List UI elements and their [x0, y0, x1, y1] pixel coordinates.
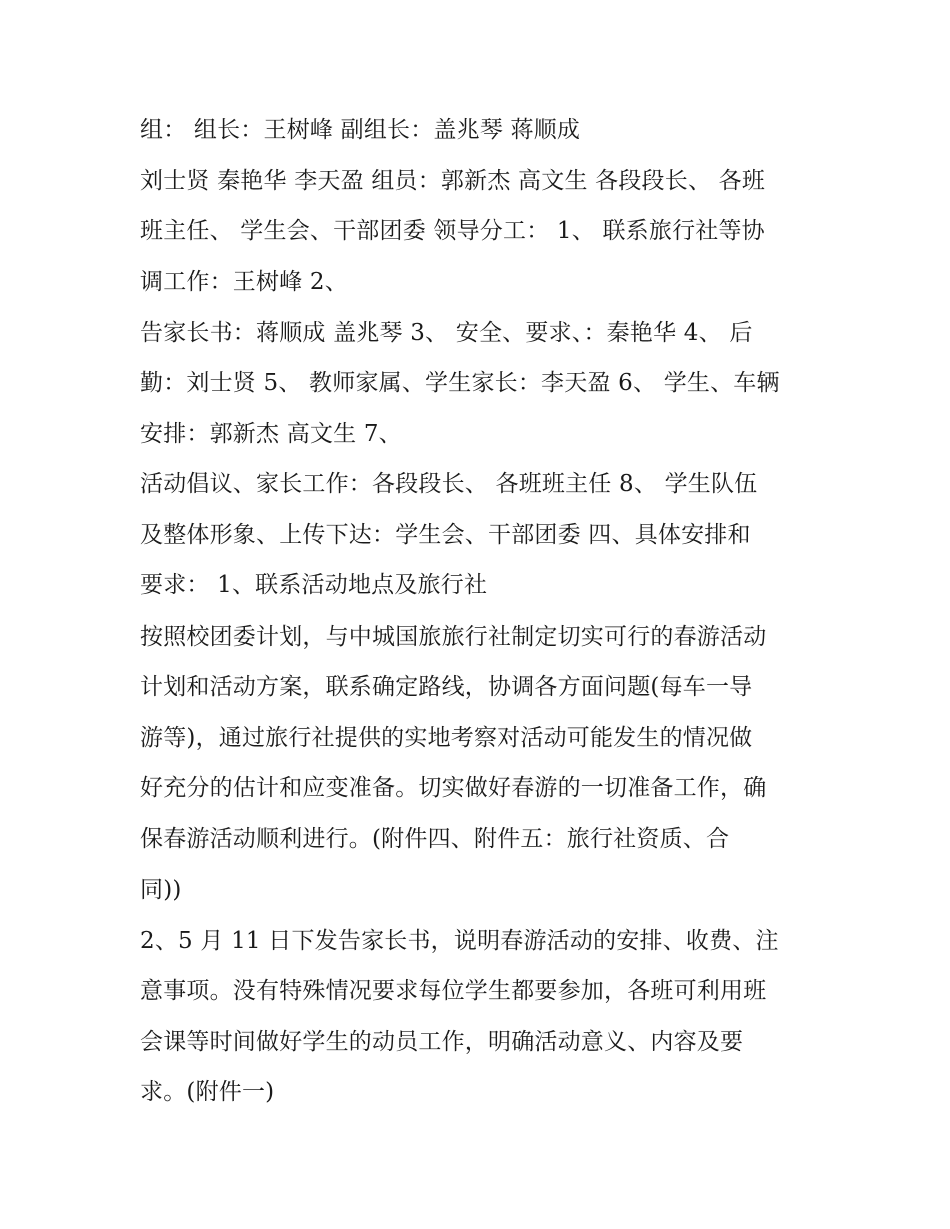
text-line: 2、5 月 11 日下发告家长书，说明春游活动的安排、收费、注	[140, 928, 779, 954]
text-line: 调工作：王树峰 2、	[140, 269, 348, 295]
text-line: 求。(附件一)	[140, 1079, 275, 1105]
text-line: 意事项。没有特殊情况要求每位学生都要参加，各班可利用班	[140, 978, 767, 1004]
text-line: 保春游活动顺利进行。(附件四、附件五：旅行社资质、合	[140, 826, 730, 852]
text-line: 班主任、 学生会、干部团委 领导分工： 1、 联系旅行社等协	[140, 218, 765, 244]
text-line: 活动倡议、家长工作：各段段长、 各班班主任 8、 学生队伍	[140, 471, 758, 497]
text-line: 告家长书：蒋顺成 盖兆琴 3、 安全、要求、：秦艳华 4、 后	[140, 320, 753, 346]
text-line: 会课等时间做好学生的动员工作，明确活动意义、内容及要	[140, 1029, 744, 1055]
text-line: 组： 组长：王树峰 副组长：盖兆琴 蒋顺成	[140, 117, 581, 143]
text-line: 及整体形象、上传下达：学生会、干部团委 四、具体安排和	[140, 522, 751, 548]
text-line: 按照校团委计划，与中城国旅旅行社制定切实可行的春游活动	[140, 624, 767, 650]
text-line: 安排：郭新杰 高文生 7、	[140, 421, 402, 447]
text-line: 勤：刘士贤 5、 教师家属、学生家长：李天盈 6、 学生、车辆	[140, 370, 780, 396]
text-line: 要求： 1、联系活动地点及旅行社	[140, 572, 488, 598]
text-line: 同))	[140, 877, 182, 903]
text-line: 刘士贤 秦艳华 李天盈 组员：郭新杰 高文生 各段段长、 各班	[140, 168, 766, 194]
text-line: 好充分的估计和应变准备。切实做好春游的一切准备工作，确	[140, 775, 767, 801]
text-line: 游等)，通过旅行社提供的实地考察对活动可能发生的情况做	[140, 725, 753, 751]
text-line: 计划和活动方案，联系确定路线，协调各方面问题(每车一导	[140, 674, 753, 700]
